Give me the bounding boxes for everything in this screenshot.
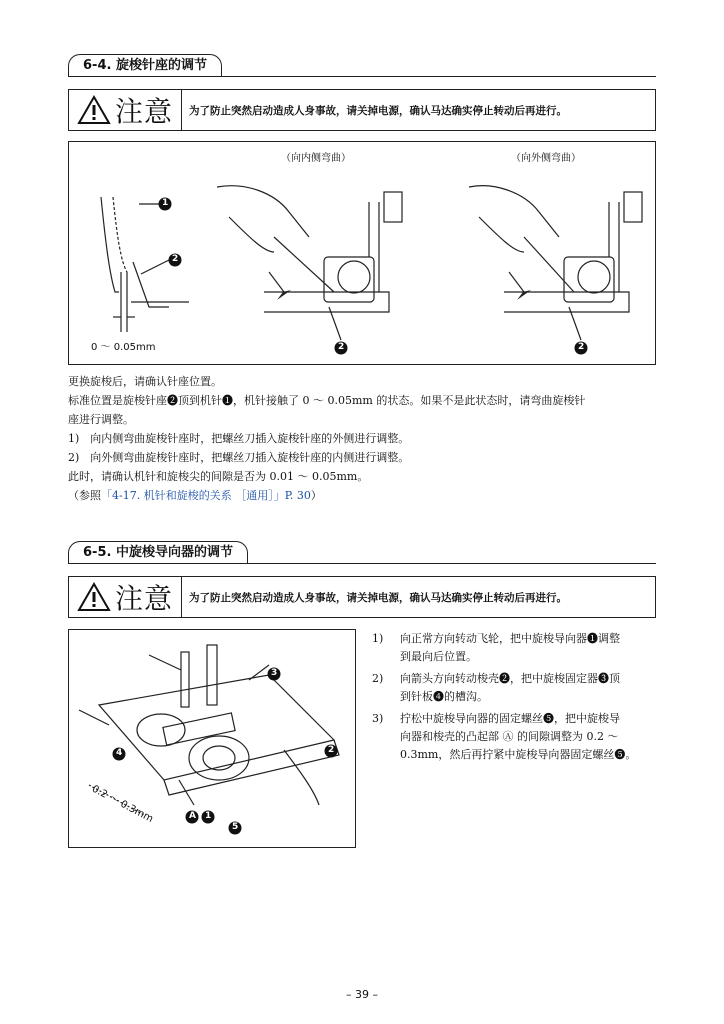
body-step: 1) 向内侧弯曲旋梭针座时，把螺丝刀插入旋梭针座的外侧进行调整。	[68, 432, 410, 445]
body-line: 标准位置是旋梭针座❷顶到机针❶，机针接触了 0 ～ 0.05mm 的状态。如果不是此状态时，请弯曲旋梭针	[68, 394, 586, 407]
caption-inward: （向内侧弯曲）	[281, 153, 351, 164]
callout-A: A	[189, 811, 196, 821]
reference-line: （参照「4-17. 机针和旋梭的关系 ［通用］」P. 30）	[68, 489, 322, 502]
gap-label: 0.2 ～ 0.3mm	[89, 783, 155, 826]
reference-link[interactable]: 「4-17. 机针和旋梭的关系 ［通用］」P. 30	[101, 489, 311, 502]
body-line: 座进行调整。	[68, 413, 134, 426]
caution-box	[68, 576, 656, 618]
callout-3: 3	[271, 668, 278, 678]
caption-outward: （向外侧弯曲）	[511, 153, 581, 164]
section-title-6-4: 6-4. 旋梭针座的调节	[68, 54, 222, 76]
list-item: 1) 向正常方向转动飞轮，把中旋梭导向器❶调整 到最向后位置。	[372, 632, 620, 663]
callout-needle: 1	[162, 198, 169, 208]
callout-guard-right: 2	[578, 342, 585, 352]
caution-box	[68, 89, 656, 131]
warning-triangle-icon	[77, 95, 111, 125]
section-6-5-steps	[372, 630, 636, 768]
caution-word: 注意	[114, 582, 173, 615]
callout-1: 1	[205, 811, 212, 821]
callout-guard-center: 2	[338, 342, 345, 352]
gap-label: 0 ～ 0.05mm	[91, 342, 156, 353]
body-line: 更换旋梭后，请确认针座位置。	[68, 375, 222, 388]
figure-drawing	[69, 142, 655, 364]
section-rule	[68, 76, 656, 77]
callout-guard: 2	[172, 254, 179, 264]
section-title-6-5: 6-5. 中旋梭导向器的调节	[68, 541, 248, 563]
figure-hook-guide	[68, 629, 356, 848]
callout-5: 5	[232, 822, 239, 832]
page-number: – 39 –	[346, 988, 378, 1001]
body-step: 2) 向外侧弯曲旋梭针座时，把螺丝刀插入旋梭针座的内侧进行调整。	[68, 451, 410, 464]
caution-header	[69, 90, 182, 130]
list-item: 3) 拧松中旋梭导向器的固定螺丝❺，把中旋梭导 向器和梭壳的凸起部 Ⓐ 的间隙调整为 0.2 ～ 0.3mm，然后再拧紧中旋梭导向器固定螺丝❺。	[372, 712, 637, 761]
caution-header	[69, 577, 182, 617]
figure-needle-guard	[68, 141, 656, 365]
section-rule	[68, 563, 656, 564]
list-item: 2) 向箭头方向转动梭壳❷，把中旋梭固定器❸顶 到针板❹的槽沟。	[372, 672, 620, 703]
section-6-4-body	[68, 372, 585, 505]
caution-text: 为了防止突然启动造成人身事故，请关掉电源，确认马达确实停止转动后再进行。	[189, 591, 567, 604]
callout-4: 4	[116, 748, 123, 758]
warning-triangle-icon	[77, 582, 111, 612]
caution-text: 为了防止突然启动造成人身事故，请关掉电源，确认马达确实停止转动后再进行。	[189, 104, 567, 117]
caution-word: 注意	[114, 95, 173, 128]
figure-drawing	[69, 630, 355, 847]
callout-2: 2	[328, 745, 335, 755]
body-line: 此时，请确认机针和旋梭尖的间隙是否为 0.01 ～ 0.05mm。	[68, 470, 369, 483]
